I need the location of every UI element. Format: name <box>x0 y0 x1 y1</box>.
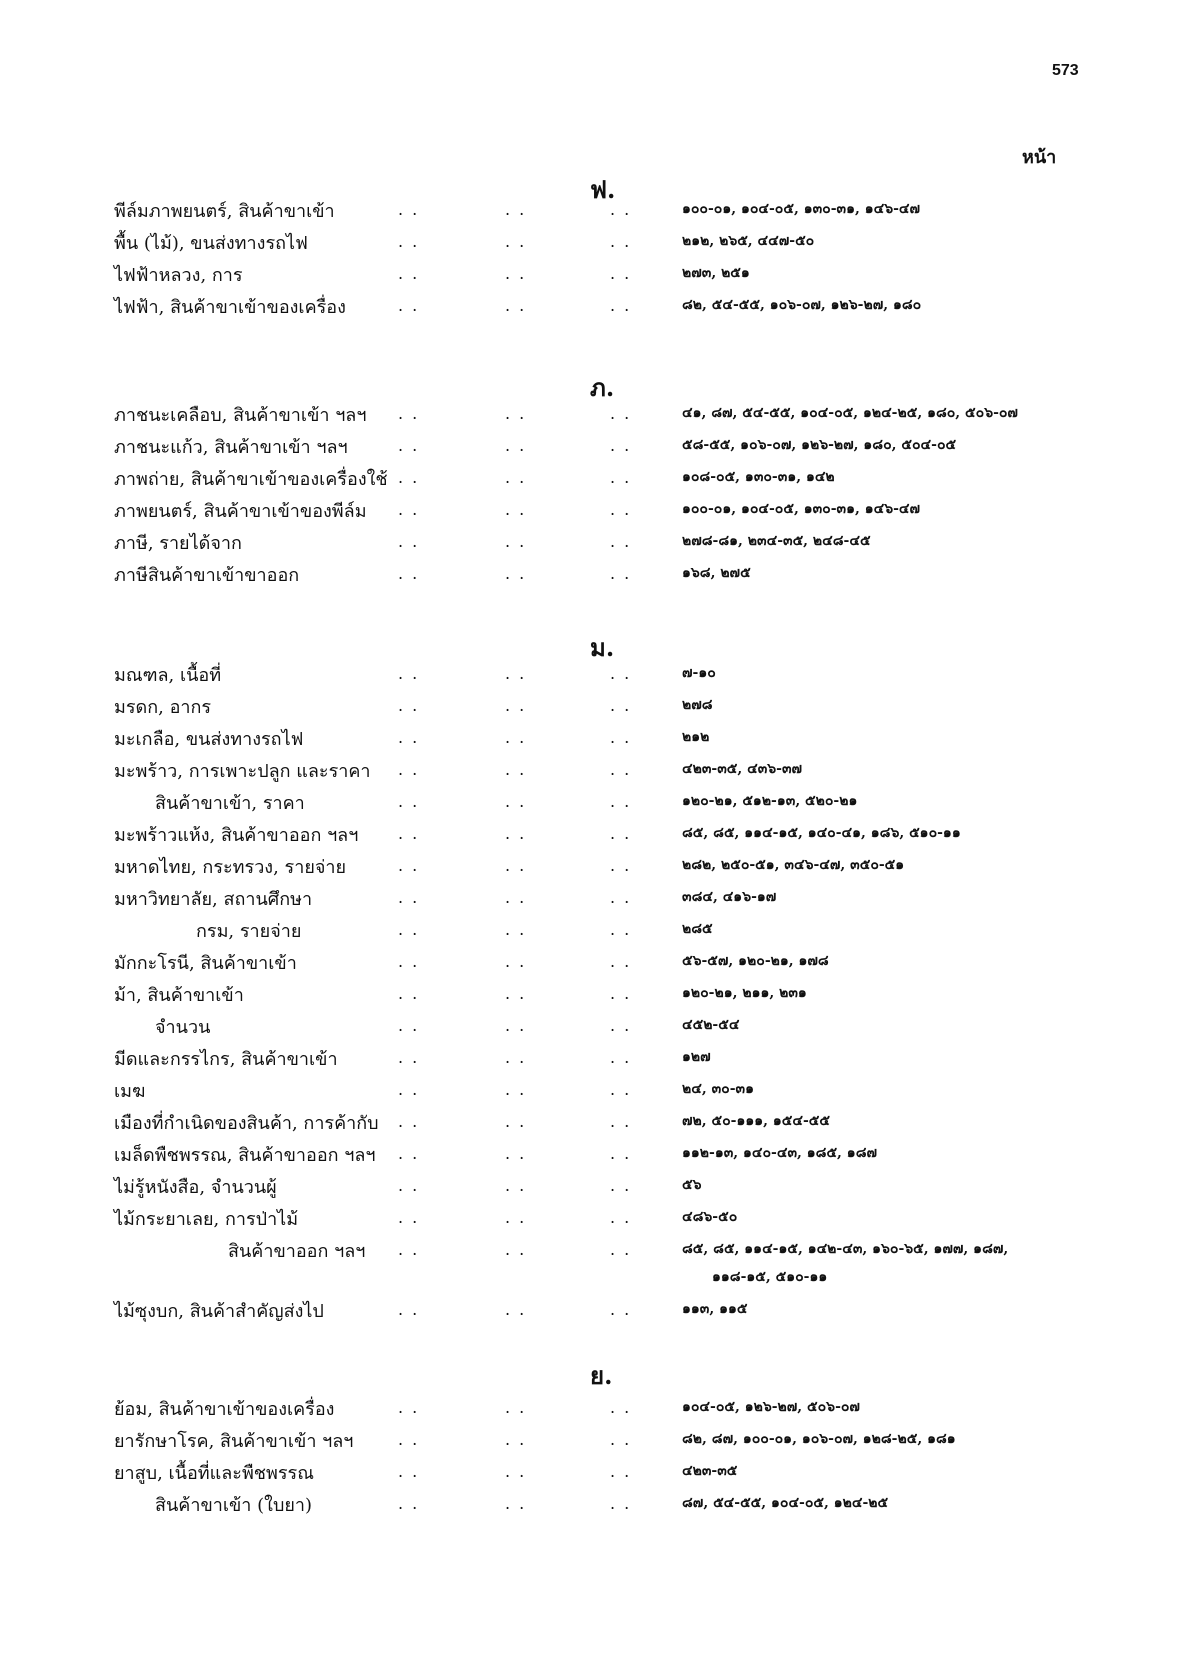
leader-dots: . . <box>505 1430 527 1449</box>
leader-dots: . . <box>610 1016 632 1035</box>
leader-dots: . . <box>505 1300 527 1319</box>
entry-pages: ๔๒๓-๓๕, ๔๓๖-๓๗ <box>682 761 803 777</box>
entry-pages: ๑๑๒-๑๓, ๑๔๐-๔๓, ๑๘๕, ๑๘๗ <box>682 1145 878 1161</box>
leader-dots: . . <box>398 696 420 715</box>
leader-dots: . . <box>398 920 420 939</box>
leader-dots: . . <box>505 664 527 683</box>
leader-dots: . . <box>398 760 420 779</box>
entry-term: เมฆ <box>114 1081 146 1102</box>
index-entry <box>0 1394 1181 1426</box>
leader-dots: . . <box>398 952 420 971</box>
entry-term: มะพร้าว, การเพาะปลูก และราคา <box>114 761 371 782</box>
entry-pages: ๑๑๓, ๑๑๕ <box>682 1301 748 1317</box>
entry-term: ภาพถ่าย, สินค้าขาเข้าของเครื่องใช้ <box>114 469 388 490</box>
leader-dots: . . <box>505 564 527 583</box>
leader-dots: . . <box>398 984 420 1003</box>
index-entry <box>0 692 1181 724</box>
leader-dots: . . <box>610 792 632 811</box>
entry-term: ยาสูบ, เนื้อที่และพืชพรรณ <box>114 1463 314 1484</box>
leader-dots: . . <box>505 500 527 519</box>
leader-dots: . . <box>610 296 632 315</box>
index-entry <box>0 1108 1181 1140</box>
entry-pages: ๑๐๘-๐๕, ๑๓๐-๓๑, ๑๔๒ <box>682 469 835 485</box>
index-entry <box>0 196 1181 228</box>
entry-term: เมล็ดพืชพรรณ, สินค้าขาออก ฯลฯ <box>114 1145 376 1166</box>
leader-dots: . . <box>505 264 527 283</box>
index-entry <box>0 292 1181 324</box>
index-entry <box>0 1426 1181 1458</box>
entry-term: ภาพยนตร์, สินค้าขาเข้าของพีล์ม <box>114 501 367 522</box>
entry-term: ภาชนะแก้ว, สินค้าขาเข้า ฯลฯ <box>114 437 348 458</box>
leader-dots: . . <box>505 920 527 939</box>
index-entry <box>0 1140 1181 1172</box>
leader-dots: . . <box>398 1398 420 1417</box>
entry-pages: ๒๗๘ <box>682 697 713 713</box>
leader-dots: . . <box>610 1176 632 1195</box>
entry-pages: ๑๒๐-๒๑, ๕๑๒-๑๓, ๕๒๐-๒๑ <box>682 793 858 809</box>
leader-dots: . . <box>398 856 420 875</box>
entry-pages: ๔๘๖-๕๐ <box>682 1209 738 1225</box>
index-entry <box>0 560 1181 592</box>
index-entry <box>0 1204 1181 1236</box>
entry-pages: ๔๕๒-๕๔ <box>682 1017 740 1033</box>
entry-term: ไม้ซุงบก, สินค้าสำคัญส่งไป <box>114 1301 324 1322</box>
leader-dots: . . <box>610 1398 632 1417</box>
entry-pages: ๗-๑๐ <box>682 665 716 681</box>
entry-pages: ๗๒, ๕๐-๑๑๑, ๑๕๔-๕๕ <box>682 1113 830 1129</box>
leader-dots: . . <box>398 468 420 487</box>
leader-dots: . . <box>505 1176 527 1195</box>
index-entry <box>0 1012 1181 1044</box>
leader-dots: . . <box>610 564 632 583</box>
leader-dots: . . <box>398 1080 420 1099</box>
leader-dots: . . <box>398 664 420 683</box>
entry-term: เมืองที่กำเนิดของสินค้า, การค้ากับ <box>114 1113 379 1134</box>
leader-dots: . . <box>610 760 632 779</box>
leader-dots: . . <box>505 1398 527 1417</box>
leader-dots: . . <box>505 1462 527 1481</box>
index-entry <box>0 1236 1181 1285</box>
leader-dots: . . <box>610 952 632 971</box>
index-entry <box>0 820 1181 852</box>
leader-dots: . . <box>610 696 632 715</box>
entry-pages: ๕๘-๕๕, ๑๐๖-๐๗, ๑๒๖-๒๗, ๑๘๐, ๕๐๔-๐๕ <box>682 437 957 453</box>
index-entry <box>0 528 1181 560</box>
index-entry <box>0 1490 1181 1522</box>
leader-dots: . . <box>398 1494 420 1513</box>
leader-dots: . . <box>505 728 527 747</box>
leader-dots: . . <box>398 264 420 283</box>
leader-dots: . . <box>505 1494 527 1513</box>
index-entry <box>0 228 1181 260</box>
index-entry <box>0 260 1181 292</box>
page-number: 573 <box>1052 62 1079 79</box>
leader-dots: . . <box>505 436 527 455</box>
entry-pages: ๑๐๔-๐๕, ๑๒๖-๒๗, ๕๐๖-๐๗ <box>682 1399 860 1415</box>
leader-dots: . . <box>398 1144 420 1163</box>
entry-pages: ๒๔, ๓๐-๓๑ <box>682 1081 754 1097</box>
entry-pages: ๑๐๐-๐๑, ๑๐๔-๐๕, ๑๓๐-๓๑, ๑๔๖-๔๗ <box>682 501 921 517</box>
entry-pages: ๒๘๒, ๒๕๐-๕๑, ๓๔๖-๔๗, ๓๕๐-๕๑ <box>682 857 905 873</box>
leader-dots: . . <box>505 952 527 971</box>
entry-term: สินค้าขาออก ฯลฯ <box>228 1241 366 1262</box>
leader-dots: . . <box>610 264 632 283</box>
entry-pages: ๑๒๐-๒๑, ๒๑๑, ๒๓๑ <box>682 985 807 1001</box>
leader-dots: . . <box>610 1430 632 1449</box>
leader-dots: . . <box>398 436 420 455</box>
leader-dots: . . <box>505 856 527 875</box>
entry-pages: ๔๑, ๘๗, ๕๔-๕๕, ๑๐๔-๐๕, ๑๒๔-๒๕, ๑๘๐, ๕๐๖-๐๗ <box>682 405 1018 421</box>
leader-dots: . . <box>505 696 527 715</box>
leader-dots: . . <box>398 792 420 811</box>
entry-pages: ๑๐๐-๐๑, ๑๐๔-๐๕, ๑๓๐-๓๑, ๑๔๖-๔๗ <box>682 201 921 217</box>
entry-pages: ๑๖๘, ๒๗๕ <box>682 565 751 581</box>
leader-dots: . . <box>610 824 632 843</box>
entry-term: มรดก, อากร <box>114 697 212 718</box>
leader-dots: . . <box>610 404 632 423</box>
index-entry <box>0 660 1181 692</box>
leader-dots: . . <box>398 1016 420 1035</box>
leader-dots: . . <box>505 468 527 487</box>
leader-dots: . . <box>610 664 632 683</box>
entry-term: สินค้าขาเข้า (ใบยา) <box>155 1495 313 1516</box>
leader-dots: . . <box>505 792 527 811</box>
entry-term: มหาดไทย, กระทรวง, รายจ่าย <box>114 857 347 878</box>
entry-term: มหาวิทยาลัย, สถานศึกษา <box>114 889 313 910</box>
section-letter: ฟ. <box>590 175 616 204</box>
entry-term: ไม้กระยาเลย, การป่าไม้ <box>114 1209 299 1230</box>
leader-dots: . . <box>505 760 527 779</box>
leader-dots: . . <box>398 200 420 219</box>
leader-dots: . . <box>505 1240 527 1259</box>
entry-term: ไฟฟ้า, สินค้าขาเข้าของเครื่อง <box>114 297 346 318</box>
entry-pages: ๘๗, ๕๔-๕๕, ๑๐๔-๐๕, ๑๒๔-๒๕ <box>682 1495 889 1511</box>
index-entry <box>0 464 1181 496</box>
entry-term: พื้น (ไม้), ขนส่งทางรถไฟ <box>114 233 308 254</box>
entry-term: ยารักษาโรค, สินค้าขาเข้า ฯลฯ <box>114 1431 354 1452</box>
entry-pages: ๘๕, ๘๕, ๑๑๔-๑๕, ๑๔๐-๔๑, ๑๘๖, ๕๑๐-๑๑ <box>682 825 961 841</box>
leader-dots: . . <box>610 984 632 1003</box>
entry-pages: ๘๒, ๘๗, ๑๐๐-๐๑, ๑๐๖-๐๗, ๑๒๘-๒๕, ๑๘๑ <box>682 1431 956 1447</box>
index-entry <box>0 1044 1181 1076</box>
index-entry <box>0 496 1181 528</box>
leader-dots: . . <box>610 1462 632 1481</box>
leader-dots: . . <box>398 532 420 551</box>
index-entry <box>0 756 1181 788</box>
leader-dots: . . <box>398 404 420 423</box>
leader-dots: . . <box>398 824 420 843</box>
index-entry <box>0 884 1181 916</box>
leader-dots: . . <box>610 1240 632 1259</box>
entry-term: สินค้าขาเข้า, ราคา <box>155 793 305 814</box>
entry-pages: ๒๗๓, ๒๕๑ <box>682 265 750 281</box>
leader-dots: . . <box>398 1176 420 1195</box>
leader-dots: . . <box>505 232 527 251</box>
leader-dots: . . <box>610 856 632 875</box>
section-letter: ภ. <box>590 373 615 402</box>
leader-dots: . . <box>505 1208 527 1227</box>
leader-dots: . . <box>398 888 420 907</box>
index-entry <box>0 980 1181 1012</box>
leader-dots: . . <box>610 1144 632 1163</box>
index-entry <box>0 432 1181 464</box>
leader-dots: . . <box>505 824 527 843</box>
column-header: หน้า <box>1022 147 1057 168</box>
index-entry <box>0 1076 1181 1108</box>
entry-term: มักกะโรนี, สินค้าขาเข้า <box>114 953 297 974</box>
leader-dots: . . <box>398 1430 420 1449</box>
leader-dots: . . <box>610 436 632 455</box>
entry-pages: ๒๗๘-๘๑, ๒๓๔-๓๕, ๒๔๘-๔๕ <box>682 533 871 549</box>
leader-dots: . . <box>610 888 632 907</box>
leader-dots: . . <box>398 232 420 251</box>
leader-dots: . . <box>398 1462 420 1481</box>
leader-dots: . . <box>398 1300 420 1319</box>
entry-pages: ๕๖-๕๗, ๑๒๐-๒๑, ๑๗๘ <box>682 953 829 969</box>
entry-term: ย้อม, สินค้าขาเข้าของเครื่อง <box>114 1399 335 1420</box>
entry-term: จำนวน <box>155 1017 211 1038</box>
entry-pages: ๒๘๕ <box>682 921 713 937</box>
leader-dots: . . <box>398 1208 420 1227</box>
section-letter: ม. <box>590 633 615 662</box>
leader-dots: . . <box>505 532 527 551</box>
entry-term: กรม, รายจ่าย <box>196 921 302 942</box>
entry-term: ภาชนะเคลือบ, สินค้าขาเข้า ฯลฯ <box>114 405 367 426</box>
leader-dots: . . <box>610 920 632 939</box>
leader-dots: . . <box>505 1144 527 1163</box>
leader-dots: . . <box>505 1048 527 1067</box>
index-entry <box>0 916 1181 948</box>
leader-dots: . . <box>505 404 527 423</box>
leader-dots: . . <box>610 1112 632 1131</box>
entry-pages: ๘๒, ๕๔-๕๕, ๑๐๖-๐๗, ๑๒๖-๒๗, ๑๘๐ <box>682 297 922 313</box>
leader-dots: . . <box>610 1048 632 1067</box>
leader-dots: . . <box>505 984 527 1003</box>
entry-pages: ๕๖ <box>682 1177 702 1193</box>
index-entry <box>0 852 1181 884</box>
leader-dots: . . <box>610 200 632 219</box>
entry-pages: ๘๕, ๘๕, ๑๑๔-๑๕, ๑๔๒-๔๓, ๑๖๐-๖๕, ๑๗๗, ๑๘๗, <box>682 1241 1009 1257</box>
leader-dots: . . <box>505 1112 527 1131</box>
entry-pages: ๒๑๒ <box>682 729 710 745</box>
leader-dots: . . <box>610 1080 632 1099</box>
entry-pages: ๔๒๓-๓๕ <box>682 1463 738 1479</box>
entry-term: มณฑล, เนื้อที่ <box>114 665 222 686</box>
leader-dots: . . <box>398 1240 420 1259</box>
leader-dots: . . <box>505 888 527 907</box>
entry-term: มะพร้าวแห้ง, สินค้าขาออก ฯลฯ <box>114 825 359 846</box>
leader-dots: . . <box>398 1112 420 1131</box>
index-entry <box>0 788 1181 820</box>
section-letter: ย. <box>590 1361 613 1390</box>
leader-dots: . . <box>505 296 527 315</box>
index-entry <box>0 1458 1181 1490</box>
index-entry <box>0 400 1181 432</box>
leader-dots: . . <box>398 500 420 519</box>
leader-dots: . . <box>610 1208 632 1227</box>
entry-term: พีล์มภาพยนตร์, สินค้าขาเข้า <box>114 201 335 222</box>
entry-term: มีดและกรรไกร, สินค้าขาเข้า <box>114 1049 338 1070</box>
leader-dots: . . <box>505 1080 527 1099</box>
entry-term: ภาษี, รายได้จาก <box>114 533 242 554</box>
leader-dots: . . <box>610 232 632 251</box>
leader-dots: . . <box>398 1048 420 1067</box>
entry-pages-continuation: ๑๑๘-๑๕, ๕๑๐-๑๑ <box>712 1269 828 1285</box>
leader-dots: . . <box>398 296 420 315</box>
index-entry <box>0 1172 1181 1204</box>
index-entry <box>0 948 1181 980</box>
leader-dots: . . <box>610 1494 632 1513</box>
leader-dots: . . <box>610 728 632 747</box>
entry-pages: ๓๘๔, ๔๑๖-๑๗ <box>682 889 777 905</box>
leader-dots: . . <box>610 468 632 487</box>
leader-dots: . . <box>505 1016 527 1035</box>
entry-pages: ๑๒๗ <box>682 1049 711 1065</box>
leader-dots: . . <box>610 500 632 519</box>
leader-dots: . . <box>505 200 527 219</box>
index-entry <box>0 1296 1181 1328</box>
leader-dots: . . <box>610 532 632 551</box>
entry-term: ม้า, สินค้าขาเข้า <box>114 985 244 1006</box>
entry-term: มะเกลือ, ขนส่งทางรถไฟ <box>114 729 304 750</box>
leader-dots: . . <box>398 564 420 583</box>
leader-dots: . . <box>610 1300 632 1319</box>
entry-term: ไฟฟ้าหลวง, การ <box>114 265 243 286</box>
entry-term: ไม่รู้หนังสือ, จำนวนผู้ <box>114 1177 277 1198</box>
leader-dots: . . <box>398 728 420 747</box>
entry-term: ภาษีสินค้าขาเข้าขาออก <box>114 565 300 586</box>
index-entry <box>0 724 1181 756</box>
entry-pages: ๒๑๒, ๒๖๕, ๔๔๗-๕๐ <box>682 233 815 249</box>
